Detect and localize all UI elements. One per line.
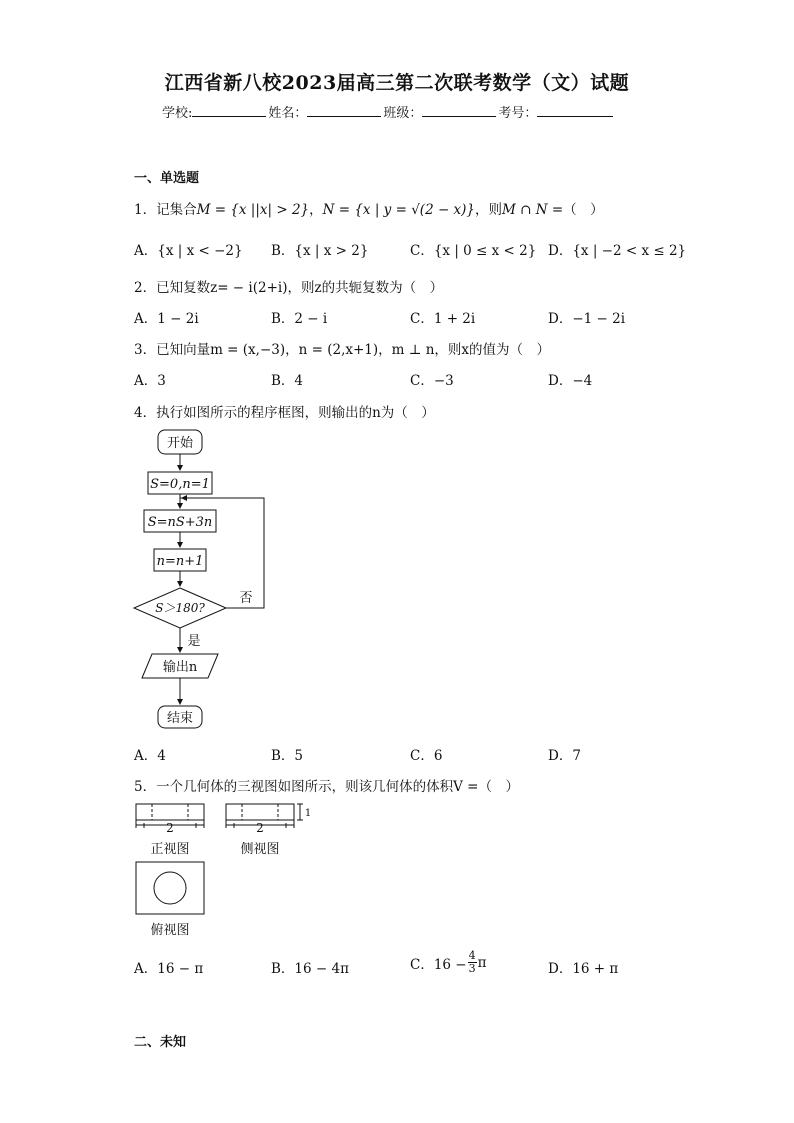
q4-option-d[interactable]: D．7: [548, 748, 581, 764]
class-label: 班级：: [383, 106, 423, 121]
q1-prefix: 1．记集合: [134, 202, 197, 218]
q1-intersection: M ∩ N =: [502, 202, 564, 218]
q4-option-c[interactable]: C．6: [410, 748, 443, 764]
q5-option-b[interactable]: B．16 − 4π: [271, 961, 349, 977]
q4-option-b[interactable]: B．5: [271, 748, 304, 764]
q1-set-n: N = {x | y = √(2 − x)}: [322, 202, 476, 218]
q5-option-c-suffix: π: [477, 954, 487, 971]
flow-init-label: S=0,n=1: [150, 477, 210, 492]
question-2: 2．已知复数z= − i(2+i)，则z的共轭复数为（ ）: [134, 280, 444, 296]
q1-set-m: M = {x ||x| > 2}: [196, 202, 310, 218]
side-view-rect: [226, 804, 294, 820]
three-view-figure: [130, 798, 320, 943]
q5-option-c-prefix: C．16 −: [410, 956, 467, 973]
q5-option-c-fraction: [468, 950, 477, 975]
section-heading-unknown: 二、未知: [134, 1035, 187, 1050]
q1-option-c[interactable]: C．{x | 0 ≤ x < 2}: [410, 243, 537, 259]
name-blank[interactable]: [307, 104, 381, 117]
q1-option-d[interactable]: D．{x | −2 < x ≤ 2}: [548, 243, 687, 259]
student-info-line: [162, 102, 615, 121]
q5-option-c-denominator: 3: [468, 962, 476, 975]
q2-option-c[interactable]: C．1 + 2i: [410, 311, 476, 327]
side-view-label: 侧视图: [240, 842, 280, 857]
front-view-label: 正视图: [150, 842, 190, 857]
number-label: 考号：: [498, 106, 538, 121]
question-4: 4．执行如图所示的程序框图，则输出的n为（ ）: [134, 405, 435, 421]
q5-option-a[interactable]: A．16 − π: [134, 961, 204, 977]
flow-step1-label: S=nS+3n: [147, 515, 213, 530]
q1-option-a[interactable]: A．{x | x < −2}: [134, 243, 243, 259]
q2-option-d[interactable]: D．−1 − 2i: [548, 311, 626, 327]
q5-option-d[interactable]: D．16 + π: [548, 961, 619, 977]
side-view-dim-2: 2: [256, 821, 264, 835]
q3-option-d[interactable]: D．−4: [548, 373, 593, 389]
school-blank[interactable]: [192, 104, 266, 117]
q4-option-a[interactable]: A．4: [134, 748, 166, 764]
program-flowchart: [130, 426, 290, 736]
page-title: 江西省新八校2023届高三第二次联考数学（文）试题: [164, 72, 630, 94]
q2-option-b[interactable]: B．2 − i: [271, 311, 328, 327]
side-view-dim-1: 1: [304, 808, 312, 819]
class-blank[interactable]: [422, 104, 496, 117]
q5-option-c[interactable]: [410, 950, 487, 975]
flow-end-label: 结束: [166, 711, 194, 726]
flow-output-label: 输出n: [162, 660, 198, 675]
section-heading-single-choice: 一、单选题: [134, 171, 200, 186]
front-view-rect: [136, 804, 204, 820]
front-view-dim-2: 2: [166, 821, 174, 835]
top-view-circle: [154, 872, 186, 904]
top-view-rect: [136, 862, 204, 914]
question-1: [134, 198, 604, 218]
q1-paren: （ ）: [563, 202, 604, 218]
q3-option-c[interactable]: C．−3: [410, 373, 454, 389]
q1-sep: ，: [309, 202, 323, 218]
q3-option-a[interactable]: A．3: [134, 373, 166, 389]
q5-option-c-numerator: 4: [468, 949, 476, 962]
q1-mid: ，则: [475, 202, 503, 218]
flow-step2-label: n=n+1: [156, 554, 204, 569]
top-view-label: 俯视图: [150, 923, 190, 938]
flow-condition-label: S＞180?: [155, 601, 205, 615]
flow-start-label: 开始: [166, 436, 194, 451]
school-label: 学校:: [162, 106, 193, 121]
q3-option-b[interactable]: B．4: [271, 373, 304, 389]
flow-no-label: 否: [239, 591, 253, 606]
question-3: 3．已知向量m = (x,−3)，n = (2,x+1)，m ⊥ n，则x的值为（ ）: [134, 342, 551, 358]
flow-yes-label: 是: [187, 634, 201, 649]
number-blank[interactable]: [537, 104, 613, 117]
question-5: 5．一个几何体的三视图如图所示，则该几何体的体积V =（ ）: [134, 779, 519, 795]
q2-option-a[interactable]: A．1 − 2i: [134, 311, 199, 327]
q1-option-b[interactable]: B．{x | x > 2}: [271, 243, 369, 259]
name-label: 姓名：: [268, 106, 308, 121]
